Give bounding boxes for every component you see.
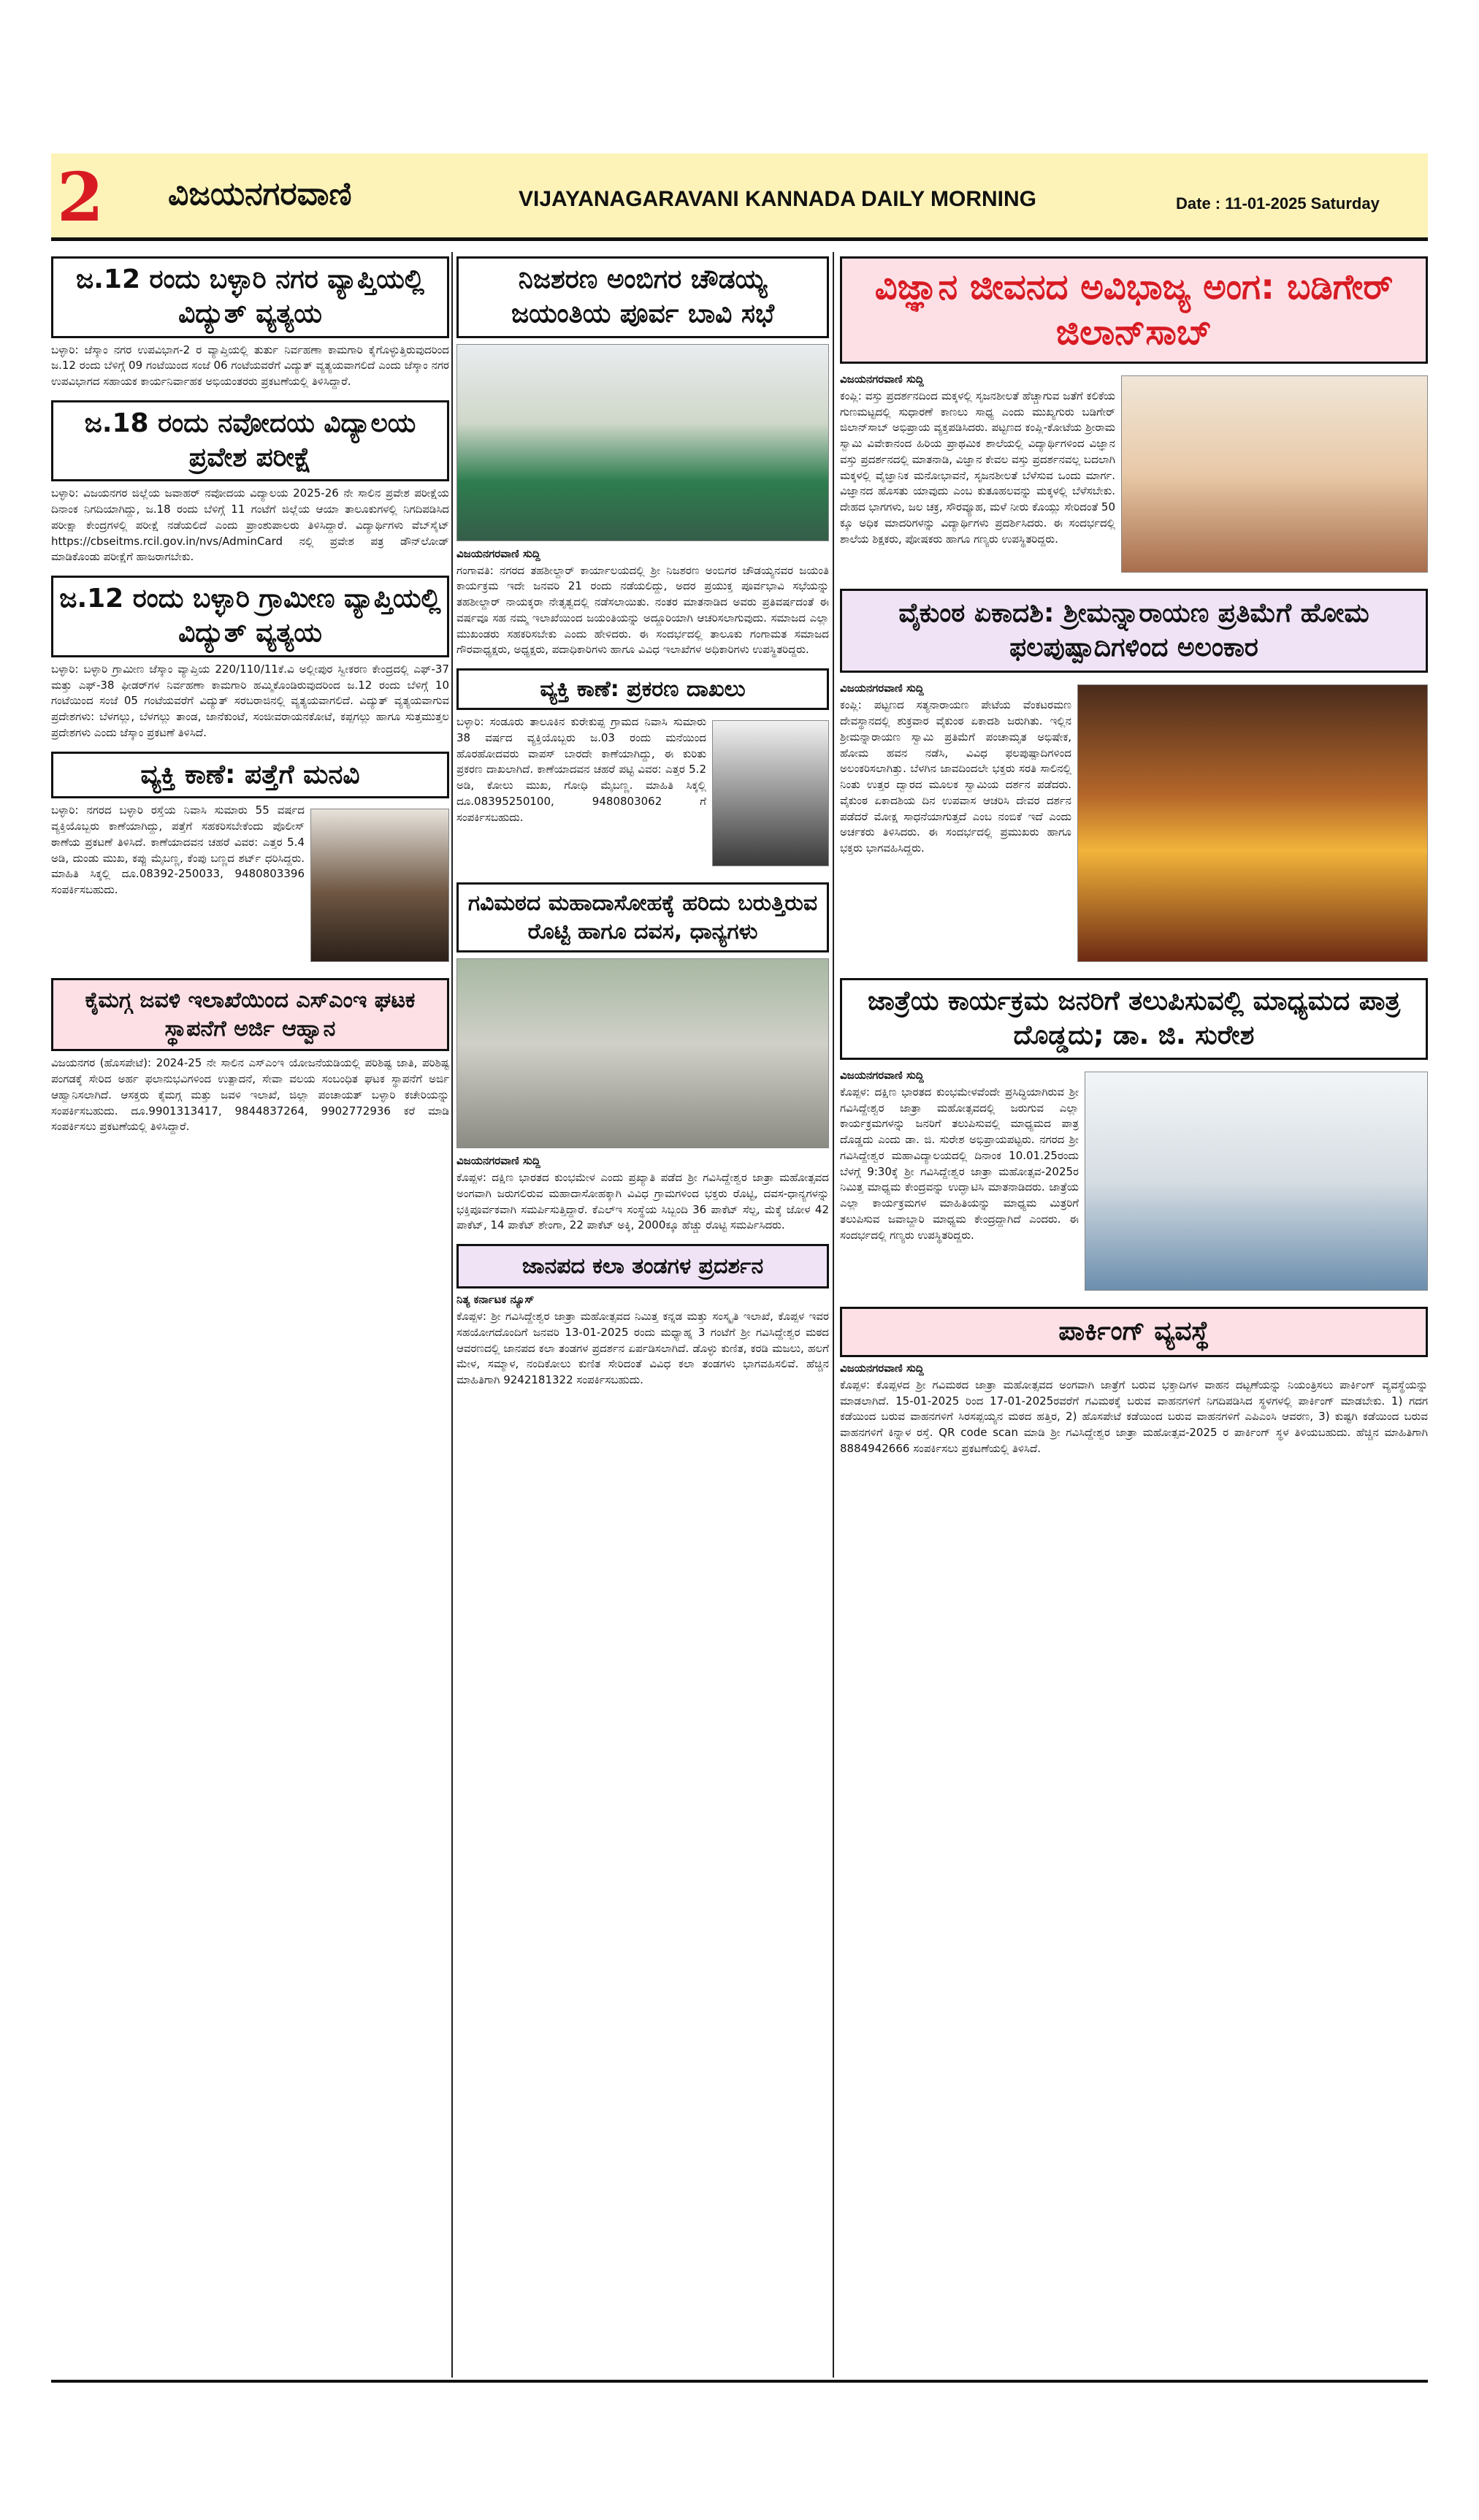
article-handloom-application <box>51 978 449 1135</box>
deity-photo <box>1077 684 1428 962</box>
article-byline: ನಿತ್ಯ ಕರ್ನಾಟಕ ನ್ಯೂಸ್ <box>456 1293 535 1307</box>
article-body: ಗಂಗಾವತಿ: ನಗರದ ತಹಶೀಲ್ದಾರ್ ಕಾರ್ಯಾಲಯದಲ್ಲಿ ಶ್ರೀ ನಿಜಶರಣ ಅಂಬಿಗರ ಚೌಡಯ್ಯನವರ ಜಯಂತಿ ಕಾರ್ಯಕ್ರಮ ಇದೇ ಜನವರಿ 21 ರಂದು ನಡೆಯಲಿದ್ದು, ಅದರ ಪ್ರಯುಕ್ತ ಪೂರ್ವಭಾವಿ ಸಭೆಯನ್ನು ತಹಶೀಲ್ದಾರ್ ನಾಯಕ್ಕರಾ ನೇತೃತ್ವದಲ್ಲಿ ನಡೆಸಲಾಯಿತು. ನಂತರ ಮಾತನಾಡಿದ ಅವರು ಪ್ರತಿವರ್ಷದಂತೆ ಈ ವರ್ಷವೂ ಸಹ ನಮ್ಮ ಇಲಾಖೆಯಿಂದ ಜಯಂತಿಯನ್ನು ಅದ್ದೂರಿಯಾಗಿ ಆಚರಿಸಲಾಗುವುದು. ಸಮಾಜದ ಎಲ್ಲಾ ಮುಖಂಡರು ಸಹಕರಿಸಬೇಕು ಎಂದು ಹೇಳಿದರು. ಈ ಸಂದರ್ಭದಲ್ಲಿ ತಾಲೂಕು ಗಂಗಾಮತ ಸಮಾಜದ ಗೌರವಾಧ್ಯಕ್ಷರು, ಅಧ್ಯಕ್ಷರು, ಪದಾಧಿಕಾರಿಗಳು ಹಾಗೂ ವಿವಿಧ ಇಲಾಖೆಗಳ ಅಧಿಕಾರಿಗಳು ಉಪಸ್ಥಿತರಿದ್ದರು. <box>456 563 829 657</box>
article-headline: ವಿಜ್ಞಾನ ಜೀವನದ ಅವಿಭಾಜ್ಯ ಅಂಗ: ಬಡಿಗೇರ್ ಜಿಲಾನ್‌ಸಾಬ್ <box>840 256 1428 364</box>
article-headline: ಜ.12 ರಂದು ಬಳ್ಳಾರಿ ಗ್ರಾಮೀಣ ವ್ಯಾಪ್ತಿಯಲ್ಲಿ ವಿದ್ಯುತ್ ವ್ಯತ್ಯಯ <box>51 576 449 657</box>
article-body: ಕೊಪ್ಪಳ: ಕೊಪ್ಪಳದ ಶ್ರೀ ಗವಿಮಠದ ಜಾತ್ರಾ ಮಹೋತ್ಸವದ ಅಂಗವಾಗಿ ಜಾತ್ರೆಗೆ ಬರುವ ಭಕ್ತಾದಿಗಳ ವಾಹನ ದಟ್ಟಣೆಯನ್ನು ನಿಯಂತ್ರಿಸಲು ಪಾರ್ಕಿಂಗ್ ವ್ಯವಸ್ಥೆಯನ್ನು ಮಾಡಲಾಗಿದೆ. 15-01-2025 ರಿಂದ 17-01-2025ರವರೆಗೆ ಗವಿಮಠಕ್ಕೆ ಬರುವ ವಾಹನಗಳಿಗೆ ನಿಗದಿಪಡಿಸಿದ ಸ್ಥಳಗಳಲ್ಲಿ ಪಾರ್ಕಿಂಗ್ ಮಾಡಬೇಕು. 1) ಗದಗ ಕಡೆಯಿಂದ ಬರುವ ವಾಹನಗಳಿಗೆ ಸಿರಸಪ್ಪಯ್ಯನ ಮಠದ ಹತ್ತಿರ, 2) ಹೊಸಪೇಟೆ ಕಡೆಯಿಂದ ಬರುವ ವಾಹನಗಳಿಗೆ ಎಪಿಎಂಸಿ ಆವರಣ, 3) ಕುಷ್ಟಗಿ ಕಡೆಯಿಂದ ಬರುವ ವಾಹನಗಳಿಗೆ ಕಿನ್ನಾಳ ರಸ್ತೆ. QR code scan ಮಾಡಿ ಶ್ರೀ ಗವಿಸಿದ್ದೇಶ್ವರ ಜಾತ್ರಾ ಮಹೋತ್ಸವ-2025 ರ ಪಾರ್ಕಿಂಗ್ ಸ್ಥಳ ತಿಳಿಯಬಹುದು. ಹೆಚ್ಚಿನ ಮಾಹಿತಿಗಾಗಿ 8884942666 ಸಂಪರ್ಕಿಸಲು ಪ್ರಕಟಣೆಯಲ್ಲಿ ತಿಳಿಸಿದೆ. <box>840 1378 1428 1455</box>
article-byline: ವಿಜಯನಗರವಾಣಿ ಸುದ್ದಿ <box>456 546 540 560</box>
page-number: 2 <box>56 158 104 237</box>
article-byline: ವಿಜಯನಗರವಾಣಿ ಸುದ್ದಿ <box>840 372 924 386</box>
article-body: ಬಳ್ಳಾರಿ: ಜೆಸ್ಕಾಂ ನಗರ ಉಪವಿಭಾಗ-2 ರ ವ್ಯಾಪ್ತಿಯಲ್ಲಿ ತುರ್ತು ನಿರ್ವಹಣಾ ಕಾಮಗಾರಿ ಕೈಗೊಳ್ಳುತ್ತಿರುವುದರಿಂದ ಜ.12 ರಂದು ಬೆಳಿಗ್ಗೆ 09 ಗಂಟೆಯಿಂದ ಸಂಜೆ 06 ಗಂಟೆಯವರೆಗೆ ವಿದ್ಯುತ್ ವ್ಯತ್ಯಯವಾಗಲಿದೆ ಎಂದು ಜೆಸ್ಕಾಂ ನಗರ ಉಪವಿಭಾಗದ ಸಹಾಯಕ ಕಾರ್ಯನಿರ್ವಾಹಕ ಅಭಿಯಂತರರು ಪ್ರಕಟಣೆಯಲ್ಲಿ ತಿಳಿಸಿದ್ದಾರೆ. <box>51 343 449 389</box>
procession-photo <box>456 958 829 1148</box>
article-byline: ವಿಜಯನಗರವಾಣಿ ಸುದ್ದಿ <box>840 681 924 695</box>
article-body: ಬಳ್ಳಾರಿ: ವಿಜಯನಗರ ಜಿಲ್ಲೆಯ ಜವಾಹರ್ ನವೋದಯ ವಿದ್ಯಾಲಯ 2025-26 ನೇ ಸಾಲಿನ ಪ್ರವೇಶ ಪರೀಕ್ಷೆಯ ದಿನಾಂಕ ನಿಗದಿಯಾಗಿದ್ದು, ಜ.18 ರಂದು ಬೆಳಿಗ್ಗೆ 11 ಗಂಟೆಗೆ ಜಿಲ್ಲೆಯ ಆಯಾ ತಾಲೂಕುಗಳಲ್ಲಿ ನಿಗದಿಪಡಿಸಿದ ಪರೀಕ್ಷಾ ಕೇಂದ್ರಗಳಲ್ಲಿ ಪರೀಕ್ಷೆ ನಡೆಯಲಿದೆ ಎಂದು ಪ್ರಾಂಶುಪಾಲರು ತಿಳಿಸಿದ್ದಾರೆ. ವಿದ್ಯಾರ್ಥಿಗಳು ವೆಬ್‌ಸೈಟ್ https://cbseitms.rcil.gov.in/nvs/AdminCard ನಲ್ಲಿ ಪ್ರವೇಶ ಪತ್ರ ಡೌನ್‌ಲೋಡ್ ಮಾಡಿಕೊಂಡು ಪರೀಕ್ಷೆಗೆ ಹಾಜರಾಗಬೇಕು. <box>51 486 449 564</box>
article-headline: ಜ.18 ರಂದು ನವೋದಯ ವಿದ್ಯಾಲಯ ಪ್ರವೇಶ ಪರೀಕ್ಷೆ <box>51 400 449 482</box>
article-missing-case <box>456 668 829 872</box>
article-body: ಕಂಪ್ಲಿ: ಪಟ್ಟಣದ ಸತ್ಯನಾರಾಯಣ ಪೇಟೆಯ ವೆಂಕಟರಮಣ ದೇವಸ್ಥಾನದಲ್ಲಿ ಶುಕ್ರವಾರ ವೈಕುಂಠ ಏಕಾದಶಿ ಜರುಗಿತು. ಇಲ್ಲಿನ ಶ್ರೀಮನ್ನಾರಾಯಣ ಸ್ವಾಮಿ ಪ್ರತಿಮೆಗೆ ಪಂಚಾಮೃತ ಅಭಿಷೇಕ, ಹೋಮ ಹವನ ನಡೆಸಿ, ವಿವಿಧ ಫಲಪುಷ್ಪಾದಿಗಳಿಂದ ಅಲಂಕರಿಸಲಾಗಿತ್ತು. ಬೆಳಗಿನ ಜಾವದಿಂದಲೇ ಭಕ್ತರು ಸರತಿ ಸಾಲಿನಲ್ಲಿ ನಿಂತು ಉತ್ತರ ದ್ವಾರದ ಮೂಲಕ ಸ್ವಾಮಿಯ ದರ್ಶನ ಪಡೆದರು. ವೈಕುಂಠ ಏಕಾದಶಿಯ ದಿನ ಉಪವಾಸ ಆಚರಿಸಿ ದೇವರ ದರ್ಶನ ಪಡೆದರೆ ಮೋಕ್ಷ ಸಾಧನೆಯಾಗುತ್ತದೆ ಎಂಬ ನಂಬಿಕೆ ಇದೆ ಎಂದು ಅರ್ಚಕರು ತಿಳಿಸಿದರು. ಈ ಸಂದರ್ಭದಲ್ಲಿ ಪ್ರಮುಖರು ಹಾಗೂ ಭಕ್ತರು ಭಾಗವಹಿಸಿದ್ದರು. <box>840 698 1071 855</box>
article-chowdaiah-meeting <box>456 256 829 658</box>
inauguration-photo <box>1085 1072 1428 1291</box>
missing-person-photo <box>310 809 449 962</box>
article-body: ಕೊಪ್ಪಳ: ದಕ್ಷಿಣ ಭಾರತದ ಕುಂಭಮೇಳ ಎಂದು ಪ್ರಖ್ಯಾತಿ ಪಡೆದ ಶ್ರೀ ಗವಿಸಿದ್ದೇಶ್ವರ ಜಾತ್ರಾ ಮಹೋತ್ಸವದ ಅಂಗವಾಗಿ ಜರುಗಲಿರುವ ಮಹಾದಾಸೋಹಕ್ಕಾಗಿ ವಿವಿಧ ಗ್ರಾಮಗಳಿಂದ ಭಕ್ತರು ರೊಟ್ಟಿ, ದವಸ-ಧಾನ್ಯಗಳನ್ನು ಭಕ್ತಿಪೂರ್ವಕವಾಗಿ ಸಮರ್ಪಿಸುತ್ತಿದ್ದಾರೆ. ಕೆಎಲ್‌ಇ ಸಂಸ್ಥೆಯ ಸಿಬ್ಬಂದಿ 36 ಪಾಕೆಟ್ ಸೆಲ್ಪ, ಮೆಕ್ಕೆ ಜೋಳ 42 ಪಾಕೆಟ್, 14 ಪಾಕೆಟ್ ಶೇಂಗಾ, 22 ಪಾಕೆಟ್ ಅಕ್ಕಿ, 2000ಕ್ಕೂ ಹೆಚ್ಚು ರೊಟ್ಟಿ ಸಮರ್ಪಿಸಿದರು. <box>456 1171 829 1232</box>
article-headline: ವ್ಯಕ್ತಿ ಕಾಣೆ: ಪತ್ತೆಗೆ ಮನವಿ <box>51 752 449 799</box>
article-byline: ವಿಜಯನಗರವಾಣಿ ಸುದ್ದಿ <box>456 1154 540 1168</box>
article-vaikunta-ekadashi <box>840 589 1428 969</box>
column-middle <box>456 252 829 2378</box>
article-headline: ಜಾನಪದ ಕಲಾ ತಂಡಗಳ ಪ್ರದರ್ಶನ <box>456 1244 829 1288</box>
column-left <box>51 252 449 2378</box>
article-science-exhibition <box>840 256 1428 579</box>
missing-person-photo <box>712 720 829 866</box>
article-body: ವಿಜಯನಗರ (ಹೊಸಪೇಟೆ): 2024-25 ನೇ ಸಾಲಿನ ಎಸ್‌ಎಂಇ ಯೋಜನೆಯಡಿಯಲ್ಲಿ ಪರಿಶಿಷ್ಟ ಜಾತಿ, ಪರಿಶಿಷ್ಟ ಪಂಗಡಕ್ಕೆ ಸೇರಿದ ಅರ್ಹ ಫಲಾನುಭವಿಗಳಿಂದ ಉತ್ಪಾದನೆ, ಸೇವಾ ವಲಯ ಸಂಬಂಧಿತ ಘಟಕ ಸ್ಥಾಪನೆಗೆ ಅರ್ಜಿ ಆಹ್ವಾನಿಸಲಾಗಿದೆ. ಆಸಕ್ತರು ಕೈಮಗ್ಗ ಮತ್ತು ಜವಳಿ ಇಲಾಖೆ, ಜಿಲ್ಲಾ ಪಂಚಾಯತ್ ಬಳ್ಳಾರಿ ಕಚೇರಿಯನ್ನು ಸಂಪರ್ಕಿಸಬಹುದು. ದೂ.9901313417, 9844837264, 9902772936 ಕರೆ ಮಾಡಿ ಸಂಪರ್ಕಿಸಲು ಪ್ರಕಟಣೆಯಲ್ಲಿ ತಿಳಿಸಿದ್ದಾರೆ. <box>51 1056 449 1134</box>
article-body: ಕಂಪ್ಲಿ: ವಸ್ತು ಪ್ರದರ್ಶನದಿಂದ ಮಕ್ಕಳಲ್ಲಿ ಸೃಜನಶೀಲತೆ ಹೆಚ್ಚಾಗುವ ಜತೆಗೆ ಕಲಿಕೆಯ ಗುಣಮಟ್ಟದಲ್ಲಿ ಸುಧಾರಣೆ ಕಾಣಲು ಸಾಧ್ಯ ಎಂದು ಮುಖ್ಯಗುರು ಬಡಿಗೇರ್ ಜಿಲಾನ್‌ಸಾಬ್ ಅಭಿಪ್ರಾಯ ವ್ಯಕ್ತಪಡಿಸಿದರು. ಪಟ್ಟಣದ ಕಂಪ್ಲಿ-ಕೋಟೆಯ ಶ್ರೀರಾಮ ಸ್ವಾಮಿ ವಿವೇಕಾನಂದ ಹಿರಿಯ ಪ್ರಾಥಮಿಕ ಶಾಲೆಯಲ್ಲಿ ವಿದ್ಯಾರ್ಥಿಗಳಿಂದ ವಿಜ್ಞಾನ ವಸ್ತು ಪ್ರದರ್ಶನದಲ್ಲಿ ಮಾತನಾಡಿ, ವಿಜ್ಞಾನ ಕೇವಲ ವಸ್ತು ಪ್ರದರ್ಶನವಲ್ಲ ಬದಲಾಗಿ ಮಕ್ಕಳಲ್ಲಿ ವೈಜ್ಞಾನಿಕ ಮನೋಭಾವನೆ, ಸೃಜನಶೀಲತೆ ಬೆಳೆಸುವ ಒಂದು ಮಾರ್ಗ. ವಿಜ್ಞಾನದ ಹೊಸತು ಯಾವುದು ಎಂಬ ಕುತೂಹಲವನ್ನು ಮಕ್ಕಳಲ್ಲಿ ಬೆಳೆಸಬೇಕು. ದೇಹದ ಭಾಗಗಳು, ಜಲ ಚಕ್ರ, ಸೌರವ್ಯೂಹ, ಮಳೆ ನೀರು ಕೊಯ್ಲು ಸೇರಿದಂತೆ 50 ಕ್ಕೂ ಅಧಿಕ ಮಾದರಿಗಳನ್ನು ವಿದ್ಯಾರ್ಥಿಗಳು ಪ್ರದರ್ಶಿಸಿದರು. ಈ ಸಂದರ್ಭದಲ್ಲಿ ಶಾಲೆಯ ಶಿಕ್ಷಕರು, ಪೋಷಕರು ಹಾಗೂ ಗಣ್ಯರು ಉಪಸ್ಥಿತರಿದ್ದರು. <box>840 389 1115 546</box>
masthead-title-english: VIJAYANAGARAVANI KANNADA DAILY MORNING <box>519 187 1036 211</box>
column-right <box>840 252 1428 2378</box>
article-body: ಬಳ್ಳಾರಿ: ಸಂಡೂರು ತಾಲೂಕಿನ ಕುರೇಕುಪ್ಪ ಗ್ರಾಮದ ನಿವಾಸಿ ಸುಮಾರು 38 ವರ್ಷದ ವ್ಯಕ್ತಿಯೊಬ್ಬರು ಜ.03 ರಂದು ಮನೆಯಿಂದ ಹೊರಹೋದವರು ವಾಪಸ್ ಬಾರದೇ ಕಾಣೆಯಾಗಿದ್ದು, ಈ ಕುರಿತು ಪ್ರಕರಣ ದಾಖಲಾಗಿದೆ. ಕಾಣೆಯಾದವನ ಚಹರೆ ಪಟ್ಟಿ ವಿವರ: ಎತ್ತರ 5.2 ಅಡಿ, ಕೋಲು ಮುಖ, ಗೋಧಿ ಮೈಬಣ್ಣ. ಮಾಹಿತಿ ಸಿಕ್ಕಲ್ಲಿ ದೂ.08395250100, 9480803062 ಗೆ ಸಂಪರ್ಕಿಸಬಹುದು. <box>456 715 706 824</box>
article-headline: ಜಾತ್ರೆಯ ಕಾರ್ಯಕ್ರಮ ಜನರಿಗೆ ತಲುಪಿಸುವಲ್ಲಿ ಮಾಧ್ಯಮದ ಪಾತ್ರ ದೊಡ್ಡದು; ಡಾ. ಜಿ. ಸುರೇಶ <box>840 978 1428 1060</box>
article-gavimath-dasoha <box>456 882 829 1234</box>
article-power-cut-city <box>51 256 449 390</box>
article-headline: ಕೈಮಗ್ಗ ಜವಳಿ ಇಲಾಖೆಯಿಂದ ಎಸ್‌ಎಂಇ ಘಟಕ ಸ್ಥಾಪನೆಗೆ ಅರ್ಜಿ ಆಹ್ವಾನ <box>51 978 449 1051</box>
article-headline: ಗವಿಮಠದ ಮಹಾದಾಸೋಹಕ್ಕೆ ಹರಿದು ಬರುತ್ತಿರುವ ರೊಟ್ಟಿ ಹಾಗೂ ದವಸ, ಧಾನ್ಯಗಳು <box>456 882 829 952</box>
article-media-centre <box>840 978 1428 1297</box>
article-byline: ವಿಜಯನಗರವಾಣಿ ಸುದ್ದಿ <box>840 1068 924 1082</box>
footer-rule <box>51 2380 1428 2383</box>
article-folk-arts <box>456 1244 829 1389</box>
column-divider <box>451 252 453 2378</box>
article-headline: ನಿಜಶರಣ ಅಂಬಿಗರ ಚೌಡಯ್ಯ ಜಯಂತಿಯ ಪೂರ್ವ ಬಾವಿ ಸಭೆ <box>456 256 829 338</box>
article-body: ಕೊಪ್ಪಳ: ಶ್ರೀ ಗವಿಸಿದ್ದೇಶ್ವರ ಜಾತ್ರಾ ಮಹೋತ್ಸವದ ನಿಮಿತ್ತ ಕನ್ನಡ ಮತ್ತು ಸಂಸ್ಕೃತಿ ಇಲಾಖೆ, ಕೊಪ್ಪಳ ಇವರ ಸಹಯೋಗದೊಂದಿಗೆ ಜನವರಿ 13-01-2025 ರಂದು ಮಧ್ಯಾಹ್ನ 3 ಗಂಟೆಗೆ ಶ್ರೀ ಗವಿಸಿದ್ದೇಶ್ವರ ಮಠದ ಆವರಣದಲ್ಲಿ ಜಾನಪದ ಕಲಾ ತಂಡಗಳ ಪ್ರದರ್ಶನ ಏರ್ಪಡಿಸಲಾಗಿದೆ. ಡೊಳ್ಳು ಕುಣಿತ, ಕರಡಿ ಮಜಲು, ಹಲಗೆ ಮೇಳ, ಸಮ್ಮಾಳ, ನಂದಿಕೋಲು ಕುಣಿತ ಸೇರಿದಂತೆ ವಿವಿಧ ಕಲಾ ತಂಡಗಳು ಭಾಗವಹಿಸಲಿವೆ. ಹೆಚ್ಚಿನ ಮಾಹಿತಿಗಾಗಿ 9242181322 ಸಂಪರ್ಕಿಸಬಹುದು. <box>456 1310 829 1387</box>
article-headline: ಜ.12 ರಂದು ಬಳ್ಳಾರಿ ನಗರ ವ್ಯಾಪ್ತಿಯಲ್ಲಿ ವಿದ್ಯುತ್ ವ್ಯತ್ಯಯ <box>51 256 449 338</box>
article-power-cut-rural <box>51 576 449 741</box>
article-headline: ವೈಕುಂಠ ಏಕಾದಶಿ: ಶ್ರೀಮನ್ನಾರಾಯಣ ಪ್ರತಿಮೆಗೆ ಹೋಮ ಫಲಪುಷ್ಪಾದಿಗಳಿಂದ ಅಲಂಕಾರ <box>840 589 1428 673</box>
article-body: ಬಳ್ಳಾರಿ: ನಗರದ ಬಳ್ಳಾರಿ ರಸ್ತೆಯ ನಿವಾಸಿ ಸುಮಾರು 55 ವರ್ಷದ ವ್ಯಕ್ತಿಯೊಬ್ಬರು ಕಾಣೆಯಾಗಿದ್ದು, ಪತ್ತೆಗೆ ಸಹಕರಿಸಬೇಕೆಂದು ಪೊಲೀಸ್ ಠಾಣೆಯ ಪ್ರಕಟಣೆ ತಿಳಿಸಿದೆ. ಕಾಣೆಯಾದವನ ಚಹರೆ ವಿವರ: ಎತ್ತರ 5.4 ಅಡಿ, ದುಂಡು ಮುಖ, ಕಪ್ಪು ಮೈಬಣ್ಣ, ಕೆಂಪು ಬಣ್ಣದ ಶರ್ಟ್ ಧರಿಸಿದ್ದರು. ಮಾಹಿತಿ ಸಿಕ್ಕಲ್ಲಿ ದೂ.08392-250033, 9480803396 ಸಂಪರ್ಕಿಸಬಹುದು. <box>51 803 305 897</box>
article-body: ಕೊಪ್ಪಳ: ದಕ್ಷಿಣ ಭಾರತದ ಕುಂಭಮೇಳವೆಂದೇ ಪ್ರಸಿದ್ಧಿಯಾಗಿರುವ ಶ್ರೀ ಗವಿಸಿದ್ದೇಶ್ವರ ಜಾತ್ರಾ ಮಹೋತ್ಸವದಲ್ಲಿ ಜರುಗುವ ಎಲ್ಲಾ ಕಾರ್ಯಕ್ರಮಗಳನ್ನು ಜನರಿಗೆ ತಲುಪಿಸುವಲ್ಲಿ ಮಾಧ್ಯಮದ ಪಾತ್ರ ದೊಡ್ಡದು ಎಂದು ಡಾ. ಜಿ. ಸುರೇಶ ಅಭಿಪ್ರಾಯಪಟ್ಟರು. ನಗರದ ಶ್ರೀ ಗವಿಸಿದ್ದೇಶ್ವರ ಮಹಾವಿದ್ಯಾಲಯದಲ್ಲಿ ದಿನಾಂಕ 10.01.25ರಂದು ಬೆಳಗ್ಗೆ 9:30ಕ್ಕೆ ಶ್ರೀ ಗವಿಸಿದ್ದೇಶ್ವರ ಜಾತ್ರಾ ಮಹೋತ್ಸವ-2025ರ ನಿಮಿತ್ತ ಮಾಧ್ಯಮ ಕೇಂದ್ರವನ್ನು ಉದ್ಘಾಟಿಸಿ ಮಾತನಾಡಿದರು. ಜಾತ್ರೆಯ ಎಲ್ಲಾ ಕಾರ್ಯಕ್ರಮಗಳ ಮಾಹಿತಿಯನ್ನು ಮಾಧ್ಯಮ ಮಿತ್ರರಿಗೆ ತಲುಪಿಸುವ ಜವಾಬ್ದಾರಿ ಮಾಧ್ಯಮ ಕೇಂದ್ರದ್ದಾಗಿದೆ ಎಂದರು. ಈ ಸಂದರ್ಭದಲ್ಲಿ ಗಣ್ಯರು ಉಪಸ್ಥಿತರಿದ್ದರು. <box>840 1085 1079 1242</box>
science-exhibition-photo <box>1121 375 1428 573</box>
article-navodaya-exam <box>51 400 449 565</box>
masthead-date: Date : 11-01-2025 Saturday <box>1176 194 1380 213</box>
article-headline: ವ್ಯಕ್ತಿ ಕಾಣೆ: ಪ್ರಕರಣ ದಾಖಲು <box>456 668 829 710</box>
column-divider <box>833 252 834 2378</box>
masthead-title-kannada: ವಿಜಯನಗರವಾಣಿ <box>168 175 352 213</box>
article-parking <box>840 1307 1428 1457</box>
article-headline: ಪಾರ್ಕಿಂಗ್ ವ್ಯವಸ್ಥೆ <box>840 1307 1428 1357</box>
article-missing-person <box>51 752 449 969</box>
article-byline: ವಿಜಯನಗರವಾಣಿ ಸುದ್ದಿ <box>840 1361 924 1375</box>
meeting-photo <box>456 344 829 541</box>
article-body: ಬಳ್ಳಾರಿ: ಬಳ್ಳಾರಿ ಗ್ರಾಮೀಣ ಜೆಸ್ಕಾಂ ವ್ಯಾಪ್ತಿಯ 220/110/11ಕೆ.ವಿ ಅಲ್ಲೀಪುರ ಸ್ವೀಕರಣ ಕೇಂದ್ರದಲ್ಲಿ ಎಫ್-37 ಮತ್ತು ಎಫ್-38 ಫೀಡರ್‌ಗಳ ನಿರ್ವಹಣಾ ಕಾಮಗಾರಿ ಹಮ್ಮಿಕೊಂಡಿರುವುದರಿಂದ ಜ.12 ರಂದು ಬೆಳಿಗ್ಗೆ 10 ಗಂಟೆಯಿಂದ ಸಂಜೆ 05 ಗಂಟೆಯವರೆಗೆ ವಿದ್ಯುತ್ ಸರಬರಾಜಿನಲ್ಲಿ ವ್ಯತ್ಯಯವಾಗಲಿದೆ. ವಿದ್ಯುತ್ ವ್ಯತ್ಯಯವಾಗುವ ಪ್ರದೇಶಗಳು: ಬೆಳಗಲ್ಲು, ಬೆಳಗಲ್ಲು ತಾಂಡ, ಜಾನೆಕುಂಟೆ, ಸಂಜೀವರಾಯನಕೋಟೆ, ಕಪ್ಪಗಲ್ಲು ಹಾಗೂ ಸುತ್ತಮುತ್ತಲ ಪ್ರದೇಶಗಳು ಎಂದು ಜೆಸ್ಕಾಂ ಪ್ರಕಟಣೆ ತಿಳಿಸಿದೆ. <box>51 662 449 739</box>
